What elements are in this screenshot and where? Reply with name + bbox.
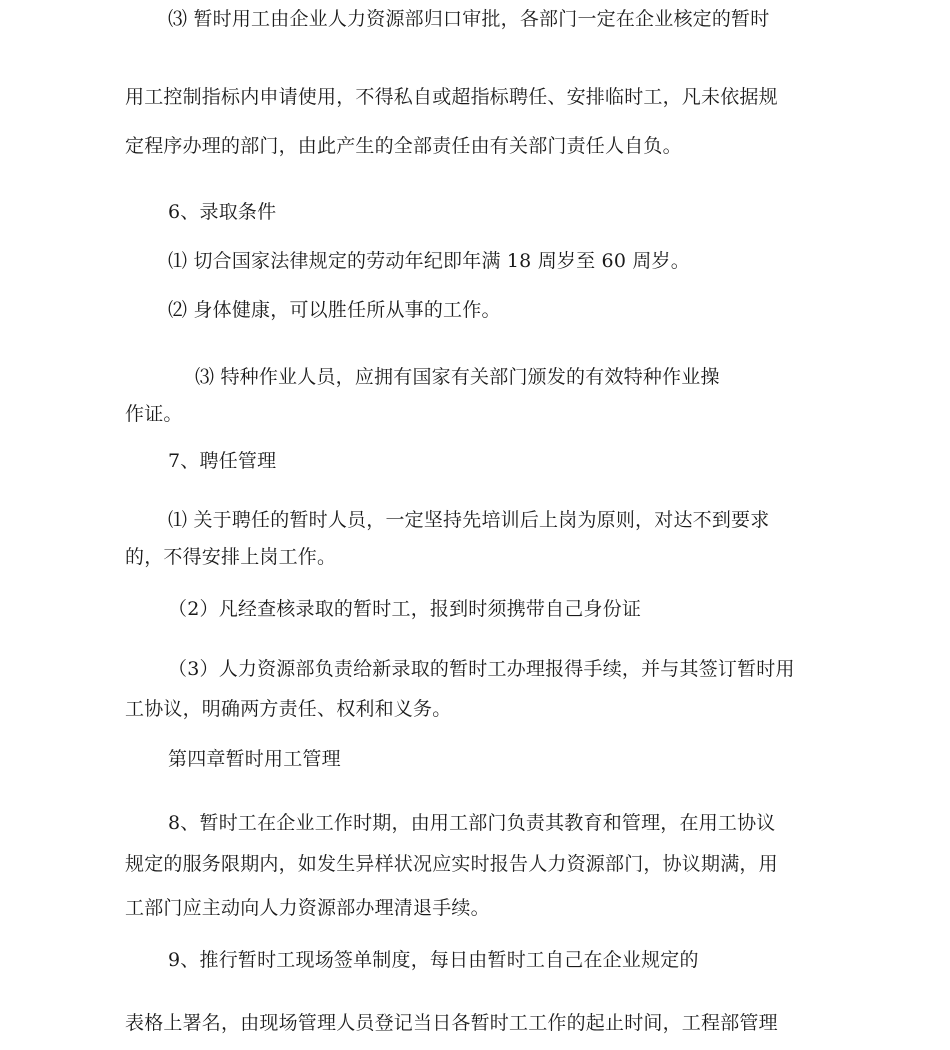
paragraph-line: 8、暂时工在企业工作时期，由用工部门负责其教育和管理，在用工协议 <box>168 812 776 834</box>
list-item: ⑴ 关于聘任的暂时人员，一定坚持先培训后上岗为原则，对达不到要求 <box>168 509 770 531</box>
list-item: ⑵ 身体健康，可以胜任所从事的工作。 <box>168 299 501 321</box>
list-item: （3）人力资源部负责给新录取的暂时工办理报得手续，并与其签订暂时用 <box>168 658 795 680</box>
paragraph-line: 9、推行暂时工现场签单制度，每日由暂时工自己在企业规定的 <box>168 949 699 971</box>
paragraph-line: ⑶ 暂时用工由企业人力资源部归口审批，各部门一定在企业核定的暂时 <box>168 8 770 30</box>
paragraph-line: 工协议，明确两方责任、权利和义务。 <box>125 698 452 720</box>
paragraph-line: 表格上署名，由现场管理人员登记当日各暂时工工作的起止时间，工程部管理 <box>125 1012 778 1034</box>
section-heading: 6、录取条件 <box>168 201 277 223</box>
paragraph-line: 的，不得安排上岗工作。 <box>125 546 337 568</box>
paragraph-line: 作证。 <box>125 403 183 425</box>
paragraph-line: 定程序办理的部门，由此产生的全部责任由有关部门责任人自负。 <box>125 135 682 157</box>
list-item: （2）凡经查核录取的暂时工，报到时须携带自己身份证 <box>168 598 642 620</box>
chapter-heading: 第四章暂时用工管理 <box>168 748 341 770</box>
list-item: ⑶ 特种作业人员，应拥有国家有关部门颁发的有效特种作业操 <box>195 366 720 388</box>
section-heading: 7、聘任管理 <box>168 450 277 472</box>
paragraph-line: 用工控制指标内申请使用，不得私自或超指标聘任、安排临时工，凡未依据规 <box>125 86 778 108</box>
paragraph-line: 规定的服务限期内，如发生异样状况应实时报告人力资源部门，协议期满，用 <box>125 853 778 875</box>
paragraph-line: 工部门应主动向人力资源部办理清退手续。 <box>125 897 490 919</box>
list-item: ⑴ 切合国家法律规定的劳动年纪即年满 18 周岁至 60 周岁。 <box>168 250 690 272</box>
